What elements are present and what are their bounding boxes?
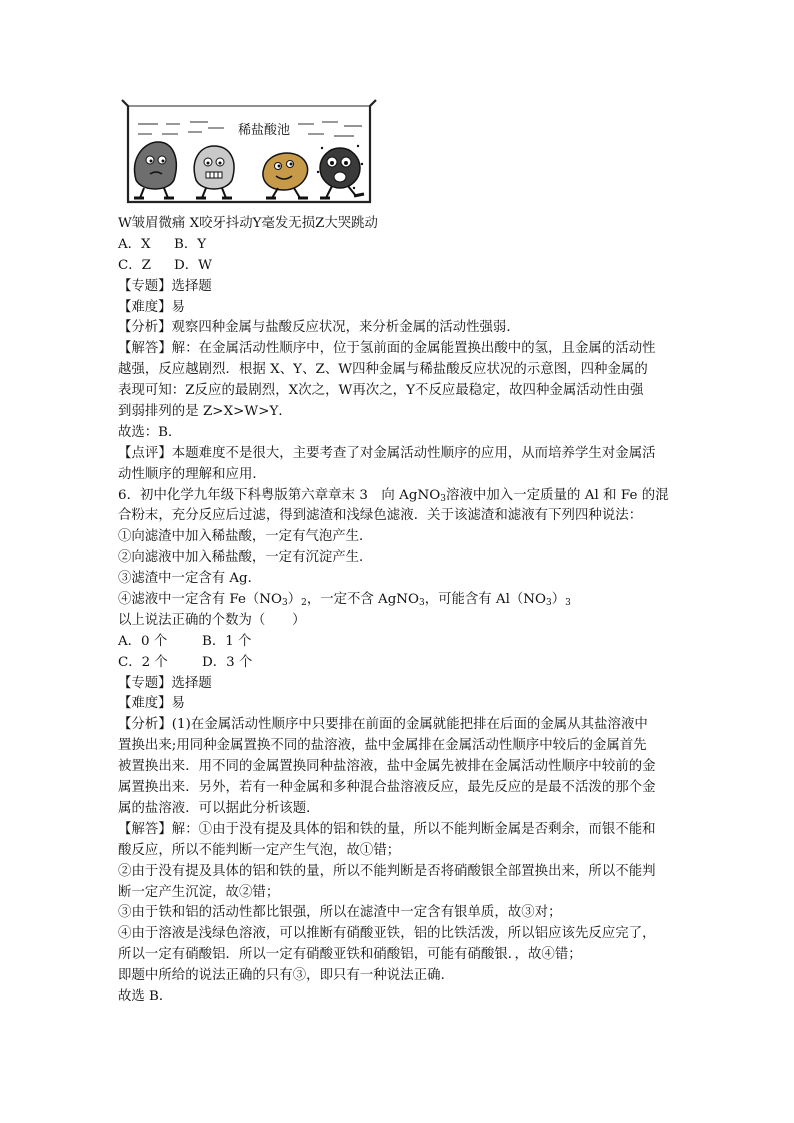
q6-option-c: C．2 个 xyxy=(118,654,168,670)
q6-analysis-line: 置换出来;用同种金属置换不同的盐溶液，盐中金属排在金属活动性顺序中较后的金属首先 xyxy=(118,738,647,754)
q6-s4-text: ，可能含有 Al（NO xyxy=(424,592,546,608)
metal-z-character xyxy=(317,145,364,198)
q5-comment-line: 动性顺序的理解和应用． xyxy=(118,466,266,482)
q6-answer-line: 酸反应，所以不能判断一定产生气泡，故①错； xyxy=(118,842,401,858)
q6-stem-text: 溶液中加入一定质量的 Al 和 Fe 的混 xyxy=(446,487,669,503)
metal-y-character xyxy=(263,153,308,198)
q6-option-b: B．1 个 xyxy=(202,633,252,649)
pool-label: 稀盐酸池 xyxy=(238,122,291,137)
q6-s4-subscript: 3 xyxy=(545,598,552,609)
q6-options-row2 xyxy=(118,653,688,674)
q6-s4-subscript: 3 xyxy=(565,598,571,609)
q6-statement-4 xyxy=(118,590,688,611)
q5-answer-line: 到弱排列的是 Z>X>W>Y． xyxy=(118,404,292,420)
q6-analysis-line: 【分析】(1)在金属活动性顺序中只要排在前面的金属就能把排在后面的金属从其盐溶液中 xyxy=(118,717,648,733)
q6-answer-line: 即题中所给的说法正确的只有③，即只有一种说法正确． xyxy=(118,968,455,984)
metal-x-character xyxy=(194,146,234,198)
q5-options-row2 xyxy=(118,256,688,277)
q5-comment-line: 【点评】本题难度不是很大，主要考查了对金属活动性顺序的应用，从而培养学生对金属活 xyxy=(118,445,656,461)
q6-options-row1 xyxy=(118,632,688,653)
q5-answer-line: 越强，反应越剧烈．根据 X、Y、Z、W四种金属与稀盐酸反应状况的示意图，四种金属的 xyxy=(118,362,648,378)
q6-s4-text: ） xyxy=(551,592,566,608)
q6-option-d: D．3 个 xyxy=(202,654,253,670)
acid-pool-illustration xyxy=(118,98,380,208)
q6-topic: 【专题】选择题 xyxy=(118,675,212,691)
q6-s4-subscript: 3 xyxy=(281,598,288,609)
q6-analysis-line: 被置换出来．用不同的金属置换同种盐溶液，盐中金属先被排在金属活动性顺序中较前的金 xyxy=(118,759,656,775)
q6-s4-text: ，一定不含 AgNO xyxy=(306,592,419,608)
q6-stem-line xyxy=(118,486,688,507)
q6-analysis-line: 属的盐溶液．可以据此分析该题． xyxy=(118,800,320,816)
q5-option-c: C．Z xyxy=(118,257,151,273)
q6-stem-text: 6．初中化学九年级下科粤版第六章章末 3 向 AgNO xyxy=(118,487,441,503)
q6-s4-text: ④滤液中一定含有 Fe（NO xyxy=(118,592,282,608)
q5-analysis: 【分析】观察四种金属与盐酸反应状况，来分析金属的活动性强弱． xyxy=(118,320,520,336)
q6-answer-line: ④由于溶液是浅绿色溶液，可以推断有硝酸亚铁，铝的比铁活泼，所以铝应该先反应完了， xyxy=(118,926,656,942)
q6-s4-text: ） xyxy=(287,592,302,608)
q6-stem-line: 合粉末，充分反应后过滤，得到滤渣和浅绿色滤液．关于该滤渣和滤液有下列四种说法： xyxy=(118,508,643,524)
q5-option-d: D．W xyxy=(174,257,212,273)
q6-answer-line: 断一定产生沉淀，故②错； xyxy=(118,884,280,900)
q6-difficulty: 【难度】易 xyxy=(118,696,185,712)
q5-option-a: A．X xyxy=(118,236,151,252)
q6-answer-line: 【解答】解：①由于没有提及具体的铝和铁的量，所以不能判断金属是否剩余，而银不能和 xyxy=(118,821,656,837)
q5-answer-line: 表现可知：Z反应的最剧烈，X次之，W再次之，Y不反应最稳定，故四种金属活动性由强 xyxy=(118,383,644,399)
q5-topic: 【专题】选择题 xyxy=(118,278,212,294)
metal-w-character xyxy=(134,142,176,198)
q5-answer-line: 【解答】解：在金属活动性顺序中，位于氢前面的金属能置换出酸中的氢，且金属的活动性 xyxy=(118,341,656,357)
q6-analysis-line: 属置换出来．另外，若有一种金属和多种混合盐溶液反应，最先反应的是最不活泼的那个金 xyxy=(118,780,656,796)
q5-choice: 故选：B． xyxy=(118,424,182,440)
document-body xyxy=(118,214,688,1008)
q5-options-row1 xyxy=(118,235,688,256)
q6-s4-subscript: 3 xyxy=(418,598,425,609)
q6-answer-line: ②由于没有提及具体的铝和铁的量，所以不能判断是否将硝酸银全部置换出来，所以不能判 xyxy=(118,863,656,879)
q6-option-a: A．0 个 xyxy=(118,633,168,649)
q6-answer-line: ③由于铁和铝的活动性都比银强，所以在滤渣中一定含有银单质，故③对； xyxy=(118,905,562,921)
q6-stem-subscript: 3 xyxy=(440,493,447,504)
q6-statement-2: ②向滤液中加入稀盐酸，一定有沉淀产生． xyxy=(118,550,373,566)
figure-caption: W皱眉微痛 X咬牙抖动Y毫发无损Z大哭跳动 xyxy=(118,216,378,231)
q6-question: 以上说法正确的个数为（ ） xyxy=(118,612,306,628)
q6-choice: 故选 B． xyxy=(118,988,173,1004)
q6-statement-3: ③滤渣中一定含有 Ag． xyxy=(118,571,262,587)
q6-statement-1: ①向滤渣中加入稀盐酸，一定有气泡产生． xyxy=(118,529,373,545)
q5-difficulty: 【难度】易 xyxy=(118,299,185,315)
q6-s4-subscript: 2 xyxy=(301,598,307,609)
q6-answer-line: 所以一定有硝酸铝．所以一定有硝酸亚铁和硝酸铝，可能有硝酸银．，故④错； xyxy=(118,947,582,963)
q5-option-b: B．Y xyxy=(174,236,207,252)
